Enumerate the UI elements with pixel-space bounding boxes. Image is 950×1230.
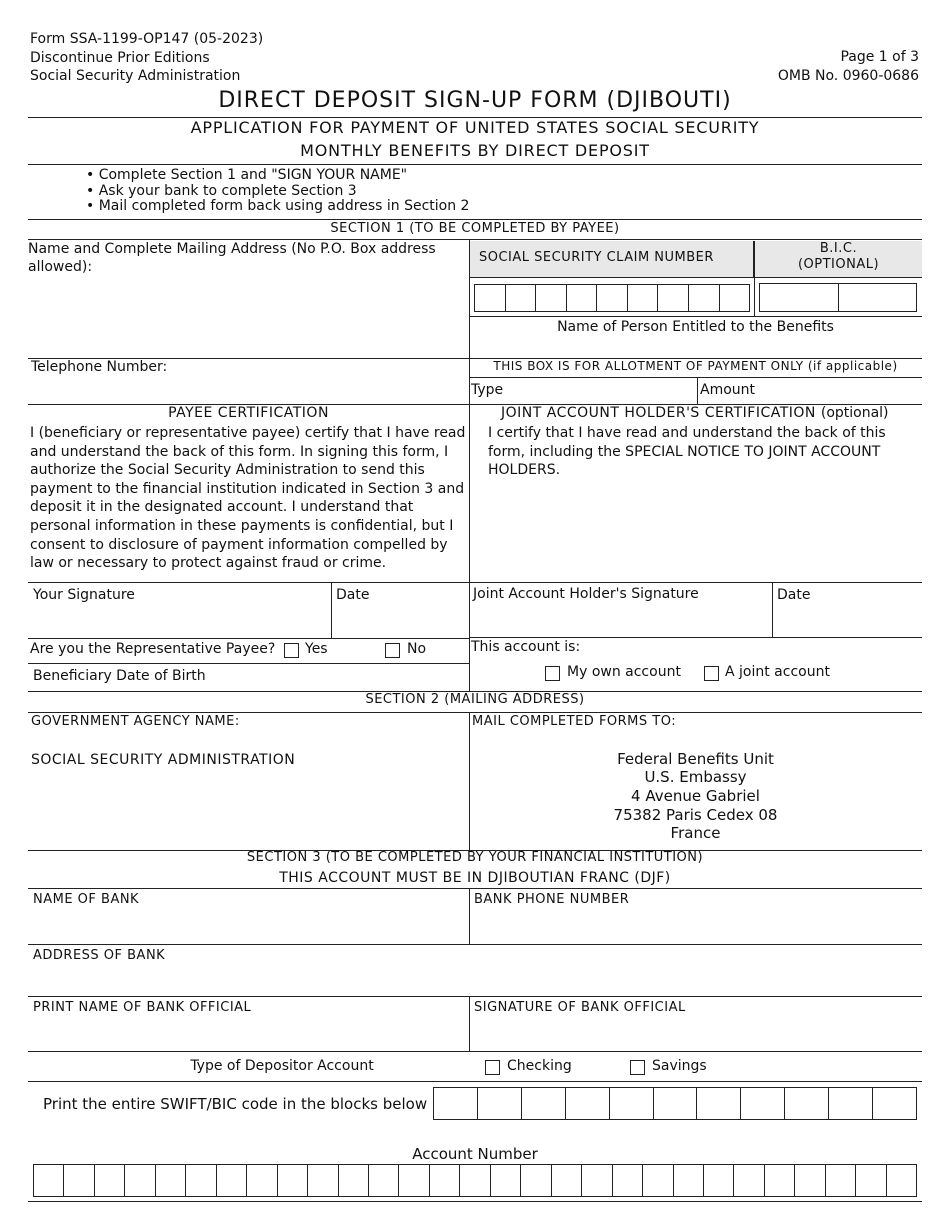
divider [28, 663, 469, 664]
divider [28, 888, 922, 889]
account-number-cell[interactable] [674, 1165, 704, 1196]
account-number-cell[interactable] [613, 1165, 643, 1196]
discontinue-note: Discontinue Prior Editions [30, 50, 210, 66]
beneficiary-dob-label: Beneficiary Date of Birth [33, 668, 206, 684]
account-number-cell[interactable] [491, 1165, 521, 1196]
joint-account-label: A joint account [725, 664, 830, 680]
divider [28, 219, 922, 220]
agency-name: Social Security Administration [30, 68, 241, 84]
swift-bic-cell[interactable] [873, 1088, 916, 1119]
agency-name-value: SOCIAL SECURITY ADMINISTRATION [31, 752, 296, 768]
date-label: Date [336, 587, 370, 603]
account-number-cell[interactable] [278, 1165, 308, 1196]
divider [469, 316, 922, 317]
rep-payee-no-checkbox[interactable] [385, 643, 400, 658]
type-amount-divider [697, 377, 698, 404]
joint-date-field[interactable] [775, 605, 920, 635]
divider [28, 1081, 922, 1082]
form-id: Form SSA-1199-OP147 (05-2023) [30, 31, 264, 47]
savings-label: Savings [652, 1058, 707, 1074]
claim-number-cell[interactable] [628, 285, 659, 311]
account-number-cell[interactable] [643, 1165, 673, 1196]
swift-bic-cell[interactable] [478, 1088, 522, 1119]
account-number-label: Account Number [412, 1145, 538, 1163]
bank-phone-field[interactable] [472, 911, 920, 942]
account-number-cell[interactable] [125, 1165, 155, 1196]
bank-official-signature-label: SIGNATURE OF BANK OFFICIAL [474, 1000, 686, 1015]
joint-account-checkbox[interactable] [704, 666, 719, 681]
instruction-2: • Ask your bank to complete Section 3 [86, 183, 357, 199]
section1-header: SECTION 1 (TO BE COMPLETED BY PAYEE) [330, 221, 620, 236]
account-number-cell[interactable] [826, 1165, 856, 1196]
joint-date-label: Date [777, 587, 811, 603]
account-number-cell[interactable] [339, 1165, 369, 1196]
bank-name-field[interactable] [30, 911, 466, 942]
allotment-label: THIS BOX IS FOR ALLOTMENT OF PAYMENT ONLY (if applicable) [493, 359, 898, 373]
account-number-cell[interactable] [95, 1165, 125, 1196]
address-line-1: Federal Benefits Unit [617, 750, 774, 768]
savings-checkbox[interactable] [630, 1060, 645, 1075]
payee-cert-text: I (beneficiary or representative payee) certify that I have read and understand the back of this form. In signing this form, I authorize the Social Security Administration to send this payment to the financial institution indicated in Section 3 and deposit it in the designated account. I understand that personal information in these payments is confidential, but I consent to disclosure of payment information compelled by law or necessary to protect against fraud or crime. [30, 425, 466, 572]
telephone-label: Telephone Number: [31, 359, 168, 375]
account-number-cell[interactable] [217, 1165, 247, 1196]
own-account-label: My own account [567, 664, 681, 680]
claim-number-cell[interactable] [689, 285, 720, 311]
depositor-type-label: Type of Depositor Account [190, 1058, 374, 1074]
joint-signature-label: Joint Account Holder's Signature [473, 586, 699, 602]
own-account-checkbox[interactable] [545, 666, 560, 681]
entitled-person-label: Name of Person Entitled to the Benefits [557, 319, 834, 335]
swift-bic-cell[interactable] [697, 1088, 741, 1119]
bic-optional-label: (OPTIONAL) [797, 257, 880, 272]
claim-number-cell[interactable] [536, 285, 567, 311]
your-signature-label: Your Signature [33, 587, 135, 603]
account-number-cell[interactable] [552, 1165, 582, 1196]
joint-cert-text: I certify that I have read and understand the back of this form, including the SPECIAL NOTICE TO JOINT ACCOUNT HOLDERS. [488, 425, 886, 478]
currency-requirement: THIS ACCOUNT MUST BE IN DJIBOUTIAN FRANC (DJF) [279, 870, 671, 886]
name-address-label: Name and Complete Mailing Address (No P.O. Box address allowed): [28, 241, 436, 275]
bank-row-divider [469, 888, 470, 944]
mail-to-label: MAIL COMPLETED FORMS TO: [472, 714, 677, 729]
claim-number-cell[interactable] [506, 285, 537, 311]
section3-header: SECTION 3 (TO BE COMPLETED BY YOUR FINANCIAL INSTITUTION) [246, 850, 704, 865]
account-is-label: This account is: [471, 639, 581, 655]
claim-number-cell[interactable] [658, 285, 689, 311]
account-number-cell[interactable] [521, 1165, 551, 1196]
official-row-divider [469, 996, 470, 1051]
bank-name-label: NAME OF BANK [33, 892, 140, 907]
swift-bic-cell[interactable] [610, 1088, 654, 1119]
swift-bic-grid[interactable] [433, 1087, 917, 1120]
claim-number-cell[interactable] [720, 285, 750, 311]
checking-checkbox[interactable] [485, 1060, 500, 1075]
account-number-cell[interactable] [430, 1165, 460, 1196]
address-line-3: 4 Avenue Gabriel [631, 787, 760, 805]
bank-address-field[interactable] [30, 967, 920, 995]
account-number-cell[interactable] [308, 1165, 338, 1196]
divider [28, 638, 469, 639]
payee-cert-title: PAYEE CERTIFICATION [168, 405, 329, 421]
instruction-1: • Complete Section 1 and "SIGN YOUR NAME" [86, 167, 408, 183]
telephone-field[interactable] [28, 378, 466, 404]
account-number-cell[interactable] [186, 1165, 216, 1196]
divider [28, 944, 922, 945]
bic-label: B.I.C. [819, 241, 858, 256]
subtitle-line1: APPLICATION FOR PAYMENT OF UNITED STATES SOCIAL SECURITY [190, 118, 760, 137]
divider [28, 582, 922, 583]
claim-number-cell[interactable] [597, 285, 628, 311]
divider [28, 1201, 922, 1202]
bic-grid[interactable] [759, 283, 917, 312]
divider [469, 377, 922, 378]
divider [469, 637, 922, 638]
form-title: DIRECT DEPOSIT SIGN-UP FORM (DJIBOUTI) [218, 88, 732, 113]
account-number-cell[interactable] [460, 1165, 490, 1196]
divider [28, 1051, 922, 1052]
claim-bic-divider [754, 241, 755, 317]
account-number-grid[interactable] [33, 1164, 917, 1197]
swift-bic-cell[interactable] [654, 1088, 698, 1119]
bank-official-name-label: PRINT NAME OF BANK OFFICIAL [33, 1000, 252, 1015]
swift-bic-cell[interactable] [434, 1088, 478, 1119]
yes-label: Yes [305, 641, 328, 657]
bank-phone-label: BANK PHONE NUMBER [474, 892, 630, 907]
swift-bic-cell[interactable] [785, 1088, 829, 1119]
account-number-cell[interactable] [64, 1165, 94, 1196]
joint-cert-title: JOINT ACCOUNT HOLDER'S CERTIFICATION (optional) [501, 405, 889, 421]
name-address-field[interactable] [28, 278, 466, 356]
agency-name-label: GOVERNMENT AGENCY NAME: [31, 714, 240, 729]
bic-cell[interactable] [760, 284, 839, 311]
swift-bic-cell[interactable] [522, 1088, 566, 1119]
divider [28, 996, 922, 997]
address-line-5: France [670, 824, 721, 842]
type-label: Type [471, 382, 504, 398]
account-number-cell[interactable] [704, 1165, 734, 1196]
bank-official-name-field[interactable] [30, 1019, 466, 1049]
account-number-cell[interactable] [369, 1165, 399, 1196]
section1-center-rule [469, 239, 470, 691]
signature-date-divider [331, 582, 332, 638]
section2-header: SECTION 2 (MAILING ADDRESS) [365, 692, 585, 707]
account-number-cell[interactable] [156, 1165, 186, 1196]
claim-number-cell[interactable] [475, 285, 506, 311]
address-line-4: 75382 Paris Cedex 08 [613, 806, 778, 824]
claim-number-grid[interactable] [474, 284, 750, 312]
account-number-cell[interactable] [247, 1165, 277, 1196]
swift-bic-cell[interactable] [566, 1088, 610, 1119]
bic-cell[interactable] [839, 284, 917, 311]
claim-number-label: SOCIAL SECURITY CLAIM NUMBER [479, 250, 714, 265]
account-number-cell[interactable] [34, 1165, 64, 1196]
amount-label: Amount [700, 382, 756, 398]
account-number-cell[interactable] [887, 1165, 916, 1196]
omb-number: OMB No. 0960-0686 [777, 68, 919, 84]
your-signature-field[interactable] [30, 605, 328, 636]
account-number-cell[interactable] [795, 1165, 825, 1196]
account-number-cell[interactable] [582, 1165, 612, 1196]
joint-signature-field[interactable] [472, 605, 769, 635]
instruction-3: • Mail completed form back using address in Section 2 [86, 198, 470, 214]
joint-signature-date-divider [772, 582, 773, 637]
address-line-2: U.S. Embassy [644, 768, 747, 786]
no-label: No [407, 641, 427, 657]
swift-bic-cell[interactable] [741, 1088, 785, 1119]
claim-number-cell[interactable] [567, 285, 598, 311]
account-number-cell[interactable] [856, 1165, 886, 1196]
account-number-cell[interactable] [765, 1165, 795, 1196]
subtitle-line2: MONTHLY BENEFITS BY DIRECT DEPOSIT [300, 141, 650, 160]
swift-bic-cell[interactable] [829, 1088, 873, 1119]
checking-label: Checking [507, 1058, 572, 1074]
bank-address-label: ADDRESS OF BANK [33, 948, 166, 963]
bank-official-signature-field[interactable] [472, 1019, 920, 1049]
swift-label: Print the entire SWIFT/BIC code in the blocks below [43, 1095, 428, 1113]
account-number-cell[interactable] [734, 1165, 764, 1196]
rep-payee-question: Are you the Representative Payee? [30, 641, 276, 657]
page-number: Page 1 of 3 [840, 49, 919, 65]
date-field[interactable] [334, 605, 466, 636]
rep-payee-yes-checkbox[interactable] [284, 643, 299, 658]
divider [28, 164, 922, 165]
divider [28, 712, 922, 713]
account-number-cell[interactable] [399, 1165, 429, 1196]
